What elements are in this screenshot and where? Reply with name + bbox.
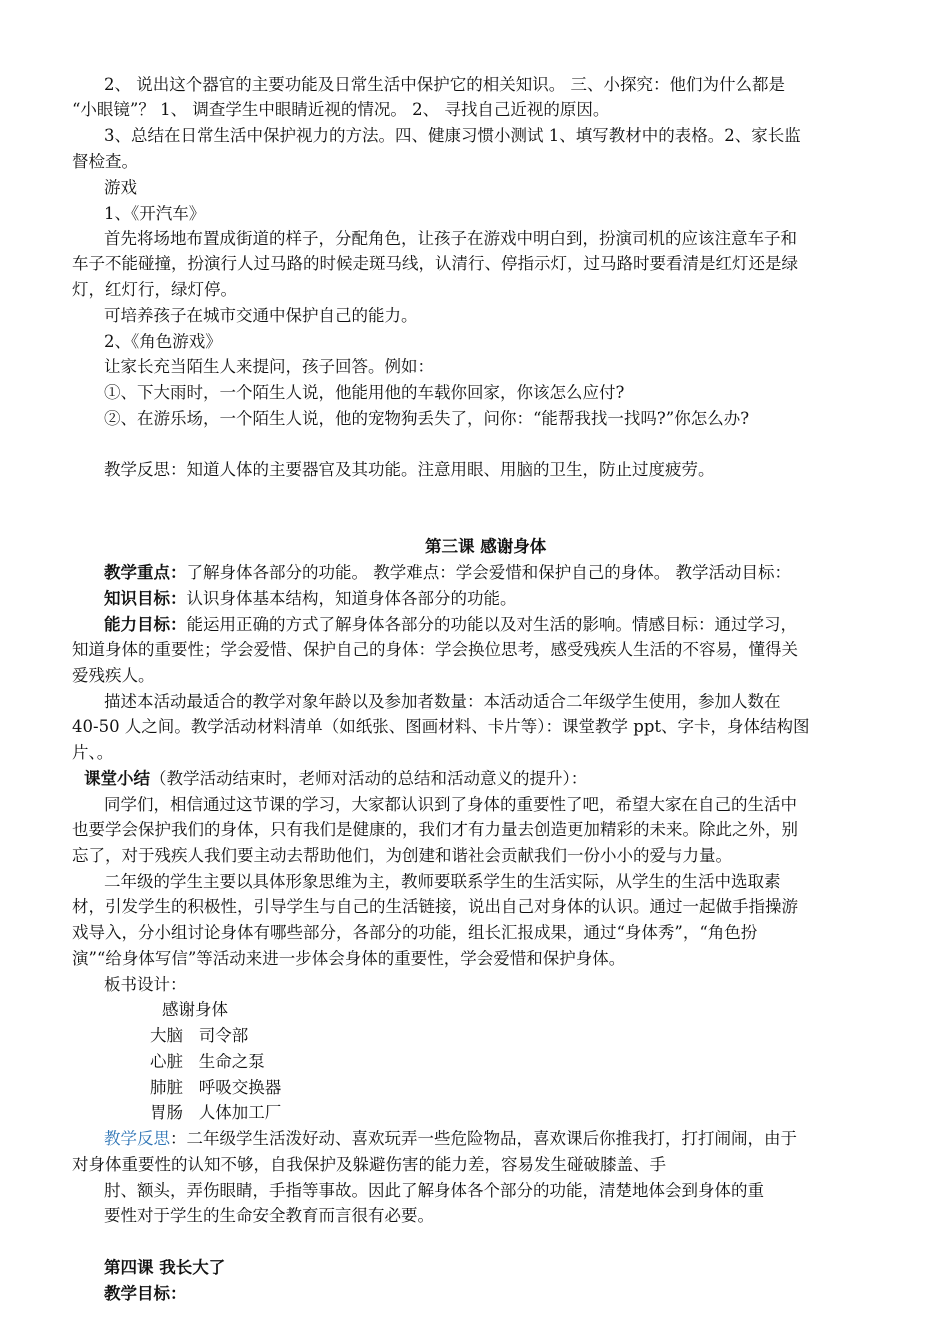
text-line: 灯，红灯行，绿灯停。 <box>72 280 237 299</box>
board-row: 肺脏 呼吸交换器 <box>150 1078 282 1097</box>
text-line: 首先将场地布置成街道的样子，分配角色，让孩子在游戏中明白到，扮演司机的应该注意车子和 <box>104 229 797 248</box>
text-line: 1、《开汽车》 <box>104 204 206 223</box>
board-row: 胃肠 人体加工厂 <box>150 1103 282 1122</box>
text-line: 40-50 人之间。教学活动材料清单（如纸张、图画材料、卡片等）：课堂教学 ppt、字卡，身体结构图 <box>72 717 810 736</box>
label: 教学重点： <box>104 563 187 582</box>
text-line: 2、 说出这个器官的主要功能及日常生活中保护它的相关知识。 三、小探究：他们为什么都是 <box>104 75 785 94</box>
board-title: 感谢身体 <box>162 1000 228 1019</box>
lesson-title: 第四课 我长大了 <box>104 1258 226 1277</box>
text-line: 让家长充当陌生人来提问，孩子回答。例如： <box>104 357 434 376</box>
text: 能运用正确的方式了解身体各部分的功能以及对生活的影响。情感目标：通过学习， <box>186 615 797 634</box>
text-line: 也要学会保护我们的身体，只有我们是健康的，我们才有力量去创造更加精彩的未来。除此之外，别 <box>72 820 798 839</box>
text-line: 督检查。 <box>72 152 138 171</box>
text-line: 知道身体的重要性；学会爱惜、保护自己的身体：学会换位思考，感受残疾人生活的不容易，懂得关 <box>72 640 798 659</box>
text-line <box>84 768 587 790</box>
text-line: 对身体重要性的认知不够，自我保护及躲避伤害的能力差，容易发生碰破膝盖、手 <box>72 1155 666 1174</box>
text: 认识身体基本结构，知道身体各部分的功能。 <box>186 589 517 608</box>
section-heading: 教学目标： <box>104 1284 187 1303</box>
text-line: “小眼镜”？ 1、 调查学生中眼睛近视的情况。 2、 寻找自己近视的原因。 <box>72 100 610 119</box>
text-line: 2、《角色游戏》 <box>104 332 222 351</box>
board-row: 大脑 司令部 <box>150 1026 249 1045</box>
text-line: 板书设计： <box>104 975 187 994</box>
text-line <box>104 562 791 584</box>
text-line: 二年级的学生主要以具体形象思维为主，教师要联系学生的生活实际，从学生的生活中选取素 <box>104 872 781 891</box>
text-line: 肘、额头，弄伤眼睛，手指等事故。因此了解身体各个部分的功能，清楚地体会到身体的重 <box>104 1181 764 1200</box>
text-line: 演”“给身体写信”等活动来进一步体会身体的重要性，学会爱惜和保护身体。 <box>72 949 626 968</box>
board-row: 心脏 生命之泵 <box>150 1052 265 1071</box>
text-line: 爱残疾人。 <box>72 666 155 685</box>
text-line: 游戏 <box>104 178 137 197</box>
text-line: ①、下大雨时，一个陌生人说，他能用他的车载你回家，你该怎么应付? <box>104 383 625 402</box>
label: 课堂小结 <box>84 769 150 788</box>
text-line: ②、在游乐场，一个陌生人说，他的宠物狗丢失了，问你：“能帮我找一找吗?”你怎么办? <box>104 409 750 428</box>
text-line: 可培养孩子在城市交通中保护自己的能力。 <box>104 306 418 325</box>
text-line: 戏导入，分小组讨论身体有哪些部分，各部分的功能，组长汇报成果，通过“身体秀”，“角色扮 <box>72 923 758 942</box>
text: ：二年级学生活泼好动、喜欢玩弄一些危险物品，喜欢课后你推我打，打打闹闹，由于 <box>170 1129 797 1148</box>
lesson-title: 第三课 感谢身体 <box>425 537 547 556</box>
text-line: 忘了，对于残疾人我们要主动去帮助他们，为创建和谐社会贡献我们一份小小的爱与力量。 <box>72 846 732 865</box>
label: 知识目标： <box>104 589 187 608</box>
text-line: 要性对于学生的生命安全教育而言很有必要。 <box>104 1206 434 1225</box>
text-line: 同学们，相信通过这节课的学习，大家都认识到了身体的重要性了吧，希望大家在自己的生活中 <box>104 795 797 814</box>
text-line: 教学反思：知道人体的主要器官及其功能。注意用眼、用脑的卫生，防止过度疲劳。 <box>104 460 715 479</box>
text-line: 描述本活动最适合的教学对象年龄以及参加者数量：本活动适合二年级学生使用，参加人数在 <box>104 692 781 711</box>
text-line: 片、。 <box>72 743 114 762</box>
text-line: 3、总结在日常生活中保护视力的方法。四、健康习惯小测试 1、填写教材中的表格。2、家长监 <box>104 126 801 145</box>
text: （教学活动结束时，老师对活动的总结和活动意义的提升）： <box>150 769 588 788</box>
reflection-label: 教学反思 <box>104 1129 170 1148</box>
text: 了解身体各部分的功能。 教学难点：学会爱惜和保护自己的身体。 教学活动目标： <box>186 563 791 582</box>
label: 能力目标： <box>104 615 187 634</box>
text-line <box>104 614 797 636</box>
text-line <box>104 588 517 610</box>
text-line: 车子不能碰撞，扮演行人过马路的时候走斑马线，认清行、停指示灯，过马路时要看清是红灯还是绿 <box>72 254 798 273</box>
text-line <box>104 1128 797 1150</box>
text-line: 材，引发学生的积极性，引导学生与自己的生活链接，说出自己对身体的认识。通过一起做手指操游 <box>72 897 798 916</box>
